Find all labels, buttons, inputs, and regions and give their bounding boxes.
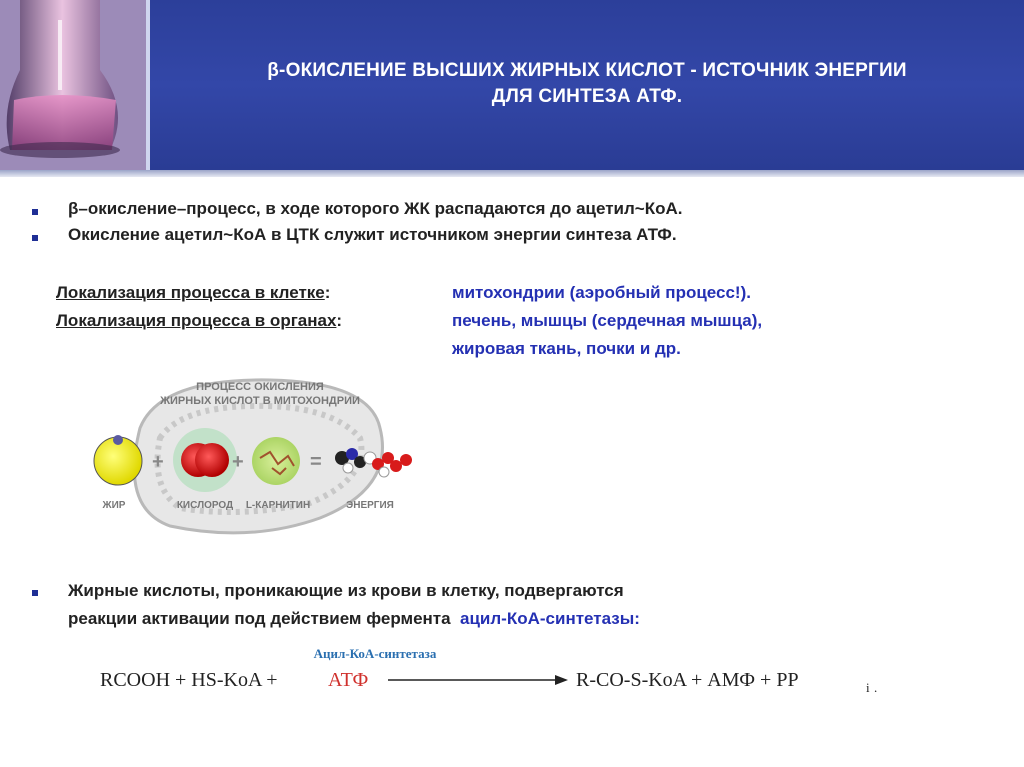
localization-organs-value-2: жировая ткань, почки и др. [452, 339, 681, 358]
enzyme-label: Ацил-КоА-синтетаза [313, 646, 437, 661]
equation-atp: АТФ [328, 669, 369, 691]
title-line-2: ДЛЯ СИНТЕЗА АТФ. [491, 86, 683, 107]
diagram-title-1: ПРОЦЕСС ОКИСЛЕНИЯ [196, 381, 324, 393]
equation-right: R-CO-S-KoA + АМФ + PP [576, 669, 799, 691]
equation-end: . [874, 680, 878, 695]
slide-title [150, 58, 1024, 110]
bullet-1: β–окисление–процесс, в ходе которого ЖК распадаются до ацетил~КоА. [68, 199, 683, 218]
mitochondria-diagram [80, 368, 440, 548]
equals-sign: = [310, 451, 322, 473]
bullet-2: Окисление ацетил~КоА в ЦТК служит источником энергии синтеза АТФ. [68, 225, 677, 244]
equation-left: RCOOH + HS-KoA + [100, 669, 278, 691]
label-fat: ЖИР [102, 500, 126, 511]
activation-line-1: Жирные кислоты, проникающие из крови в клетку, подвергаются [68, 581, 624, 600]
activation-line-2 [68, 609, 640, 629]
plus-sign-1: + [152, 451, 164, 473]
flask-image [0, 0, 148, 170]
arrow-head-icon [555, 675, 568, 685]
localization-organs-label: Локализация процесса в органах [56, 311, 337, 330]
enzyme-name: ацил-КоА-синтетазы: [460, 609, 640, 628]
diagram-title-2: ЖИРНЫХ КИСЛОТ В МИТОХОНДРИИ [160, 395, 360, 407]
localization-cell-label: Локализация процесса в клетке [56, 283, 325, 302]
reaction-equation [100, 640, 900, 710]
localization-cell: Локализация процесса в клетке: [56, 283, 331, 302]
slide-header [0, 0, 1024, 170]
bullet-square-icon [32, 590, 38, 596]
header-band [0, 170, 1024, 177]
localization-organs: Локализация процесса в органах: [56, 311, 343, 330]
title-line-1: β-ОКИСЛЕНИЕ ВЫСШИХ ЖИРНЫХ КИСЛОТ - ИСТОЧНИК ЭНЕРГИИ [267, 60, 907, 81]
activation-line-2-text: реакции активации под действием фермента [68, 609, 451, 628]
label-energy: ЭНЕРГИЯ [346, 500, 394, 511]
localization-cell-value: митохондрии (аэробный процесс!). [452, 283, 751, 302]
equation-subscript: i [866, 680, 870, 695]
plus-sign-2: + [232, 451, 244, 473]
localization-organs-value-1: печень, мышцы (сердечная мышца), [452, 311, 763, 330]
bullet-square-icon [32, 209, 38, 215]
label-oxygen: КИСЛОРОД [176, 500, 234, 511]
label-carnitine: L-КАРНИТИН [245, 500, 311, 511]
bullet-square-icon [32, 235, 38, 241]
